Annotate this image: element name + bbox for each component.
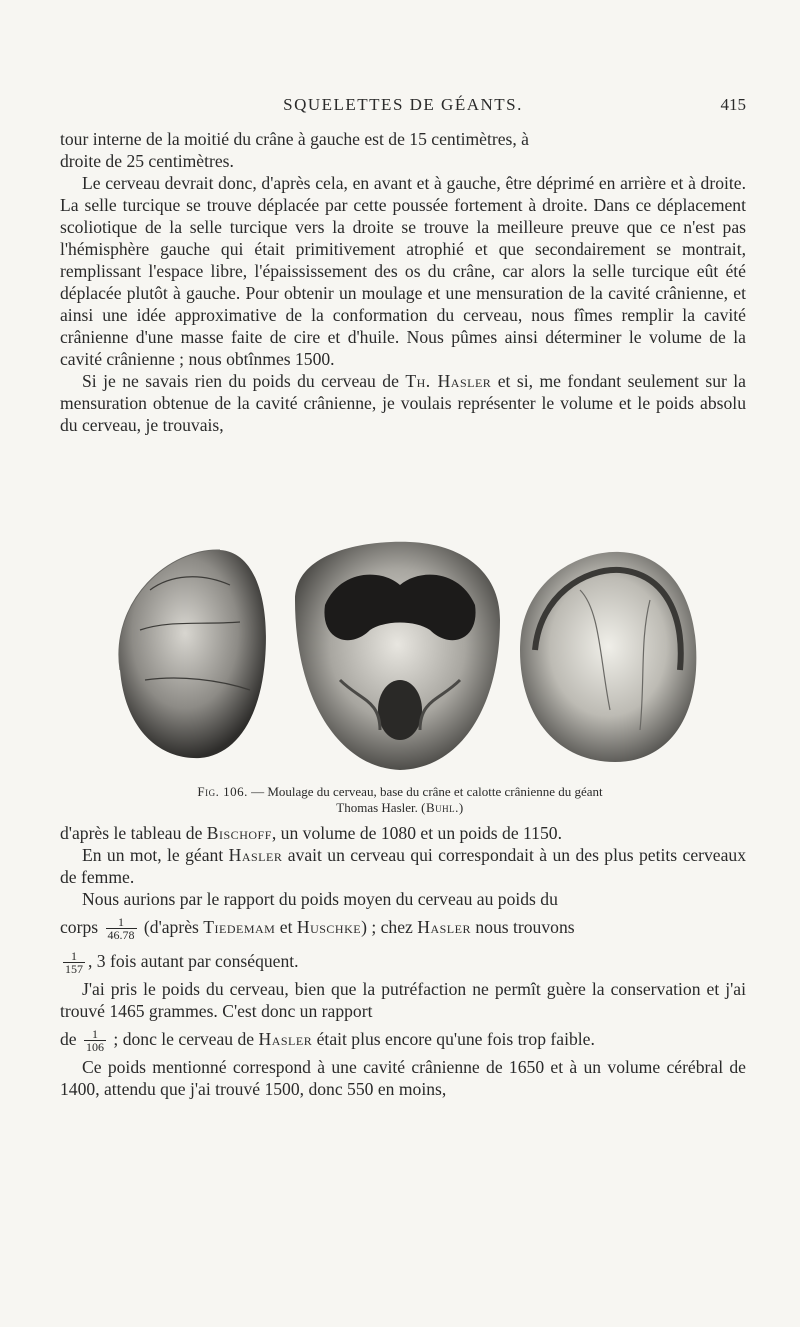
page-header: [60, 95, 746, 119]
paragraph-1-line-1: tour interne de la moitié du crâne à gauche est de 15 centimètres, à: [60, 129, 529, 149]
brain-cast-illustration: [80, 530, 720, 780]
fraction-1: $\frac{1}{46.78}$: [107, 915, 135, 943]
caption-text-2: Thomas Hasler.: [336, 800, 418, 815]
paragraph-6: Nous aurions par le rapport du poids moyen du cerveau au poids du: [82, 889, 558, 909]
page-number: 415: [720, 95, 746, 114]
paragraph-3: Si je ne savais rien du poids du cerveau de Th. Hasler et si, me fondant seulement sur la mensuration obtenue de la cavité crânienne, je voulais représenter le volume et le poids absolu du cerveau, je trouvais,: [60, 371, 746, 435]
paragraph-7-formula-line: de $\frac{1}{106}$ ; donc le cerveau de Hasler était plus encore qu'une fois trop faible.: [60, 1027, 595, 1055]
figure-106: [80, 530, 720, 780]
person-name: Hasler: [228, 845, 283, 865]
skull-cap: [520, 552, 696, 762]
author-name: Bischoff: [206, 823, 272, 843]
caption-text: Moulage du cerveau, base du crâne et calotte crânienne du géant: [267, 784, 603, 799]
text-block-bottom: [60, 822, 746, 1100]
author-name: Huschke: [296, 917, 362, 937]
paragraph-1-line-2: droite de 25 centimètres.: [60, 151, 234, 171]
author-name: Tiedemam: [203, 917, 276, 937]
paragraph-4: d'après le tableau de Bischoff, un volume de 1080 et un poids de 1150.: [60, 823, 562, 843]
paragraph-5: En un mot, le géant Hasler avait un cerveau qui correspondait à un des plus petits cerveaux de femme.: [60, 845, 746, 887]
paragraph-2: Le cerveau devrait donc, d'après cela, en avant et à gauche, être déprimé en arrière et à droite. La selle turcique se trouve déplacée par cette poussée fortement à droite. Dans ce déplacement scoliotique de la selle turcique vers la droite se trouve la meilleure preuve que ce n'est pas l'hémisphère gauche qui était primitivement atrophié et que secondairement se montrait, remplissant l'espace libre, l'épaississement des os du crâne, car alors la selle turcique eût été déplacée plutôt à gauche. Pour obtenir un moulage et une mensuration de la cavité crânienne, et ainsi une idée approximative de la conformation du cerveau, nous fîmes remplir la cavité crânienne d'une masse faite de cire et d'huile. Nous pûmes ainsi déterminer le volume de la cavité crânienne ; nous obtînmes 1500.: [60, 173, 746, 369]
person-name: Hasler: [258, 1029, 313, 1049]
skull-base: [295, 542, 500, 770]
caption-credit: (Buhl.): [421, 800, 464, 815]
caption-label: Fig. 106.: [197, 784, 248, 799]
author-name: Th. Hasler: [405, 371, 492, 391]
brain-cast-left: [119, 550, 266, 758]
paragraph-8: Ce poids mentionné correspond à une cavité crânienne de 1650 et à un volume cérébral de 1400, attendu que j'ai trouvé 1500, donc 550 en moins,: [60, 1057, 746, 1099]
paragraph-7: J'ai pris le poids du cerveau, bien que la putréfaction ne permît guère la conservation et j'ai trouvé 1465 grammes. C'est donc un rapport: [60, 979, 746, 1021]
paragraph-1: [60, 128, 746, 172]
paragraph-6-formula-line-2: $\frac{1}{157}$ , 3 fois autant par conséquent.: [65, 949, 299, 977]
figure-caption: Fig. 106. — Moulage du cerveau, base du crâne et calotte crânienne du géant Thomas Hasler. (Buhl.): [197, 784, 603, 815]
person-name: Hasler: [417, 917, 471, 937]
fraction-2: $\frac{1}{157}$: [65, 949, 83, 977]
text-block-top: [60, 128, 746, 436]
running-title: SQUELETTES DE GÉANTS.: [283, 95, 523, 114]
paragraph-6-formula-line: corps $\frac{1}{46.78}$ (d'après Tiedemam et Huschke) ; chez Hasler nous trouvons: [60, 915, 575, 943]
fraction-3: $\frac{1}{106}$: [86, 1027, 105, 1055]
